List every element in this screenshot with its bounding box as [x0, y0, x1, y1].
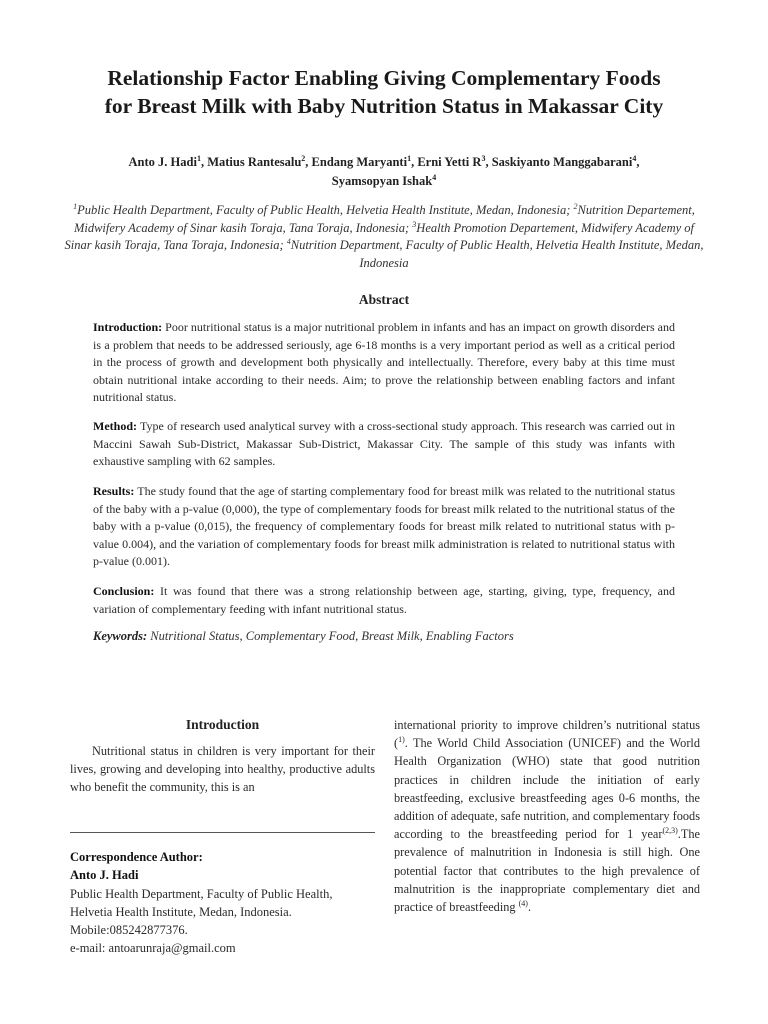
abstract-introduction [93, 319, 675, 407]
affiliation-text: Nutrition Departement, Midwifery Academy of Sinar kasih Toraja, Tana Toraja, Indonesia; [73, 203, 695, 235]
author: Matius Rantesalu$^2$, [207, 153, 312, 169]
citation-ref: 1) [398, 735, 405, 745]
abstract-results-text: The study found that the age of starting complementary food for breast milk was related to the nutritional status of the baby with a p-value (0,000), the type of complementary foods for breast milk related to the nutritional status of the baby with a p-value (0,015), the frequency of complementary foods for breast milk related to nutritional status with p-value 0.004), and the variation of complementary foods for breast milk administration is related to nutritional status with p-value (0.001). [93, 484, 675, 569]
keywords-text: Nutritional Status, Complementary Food, Breast Milk, Enabling Factors [147, 629, 514, 643]
affiliation-text: Health Promotion Departement, Midwifery Academy of Sinar kasih Toraja, Tana Toraja, Indonesia; [64, 220, 695, 252]
footnote-divider [70, 832, 375, 833]
abstract-introduction-text: Poor nutritional status is a major nutritional problem in infants and has an impact on growth disorders and is a problem that needs to be addressed seriously, age 6-18 months is a very important period as well as a critical period in the process of growth and development both physically and intellectually. Therefore, every baby at this time must obtain nutritional intake according to their needs. Aim; to prove the relationship between enabling factors and infant nutritional status. [93, 320, 675, 405]
abstract-results [93, 483, 675, 571]
abstract-introduction-label: Introduction: [93, 320, 163, 334]
author: Endang Maryanti$^1$, [311, 153, 418, 169]
author: Syamsopyan Ishak$^4$ [331, 172, 437, 188]
correspondence-block [70, 848, 380, 958]
abstract-method-label: Method: [93, 419, 137, 433]
correspondence-label: Correspondence Author: [70, 850, 203, 864]
affiliation-marker: 3 [412, 219, 417, 229]
affiliation-marker: 4 [286, 236, 291, 246]
title-line-2: for Breast Milk with Baby Nutrition Status in Makassar City [104, 94, 664, 118]
abstract-method-text: Type of research used analytical survey with a cross-sectional study approach. This research was carried out in Maccini Sawah Sub-District, Makassar Sub-District, Makassar City. The sample of this study was infants with exhaustive sampling with 62 samples. [93, 419, 675, 469]
correspondence-affiliation-1: Public Health Department, Faculty of Public Health, [70, 886, 333, 901]
affiliation-marker: 1 [73, 201, 78, 211]
correspondence-mobile: Mobile:085242877376. [70, 923, 188, 938]
author: Erni Yetti $R^3$, [417, 153, 492, 169]
affiliation-marker: 2 [573, 201, 578, 211]
abstract-heading: Abstract [358, 292, 410, 307]
introduction-heading: Introduction [185, 717, 260, 732]
author: Saskiyanto Manggabarani$^4$, [491, 153, 640, 169]
affiliation-text: Nutrition Department, Faculty of Public Health, Helvetia Health Institute, Medan, Indonesia [290, 238, 704, 270]
correspondence-email: e-mail: antoarunraja@gmail.com [70, 941, 236, 956]
correspondence-name: Anto J. Hadi [70, 868, 139, 883]
keywords-label: Keywords: [93, 629, 148, 643]
introduction-left-paragraph: Nutritional status in children is very important for their lives, growing and developing into healthy, productive adults who benefit the community, this is an [70, 744, 375, 795]
abstract-results-label: Results: [93, 484, 135, 498]
citation-ref: (4) [518, 898, 528, 908]
title-line-1: Relationship Factor Enabling Giving Complementary Foods [107, 66, 661, 90]
paper-title [40, 64, 728, 120]
correspondence-affiliation-2: Helvetia Health Institute, Medan, Indonesia. [70, 904, 292, 919]
abstract-conclusion [93, 583, 675, 618]
introduction-right-paragraph: international priority to improve children’s nutritional status ($^{1)}$. The World Child Association (UNICEF) and the World Health Organization (WHO) state that good nutrition practices in children include the initiation of early breastfeeding, exclusive breastfeeding ages 0-6 months, the addition of adequate, safe nutrition, and complementary foods according to the breastfeeding period for 1 year$^{(2,3)}$.The prevalence of malnutrition in Indonesia is still high. One potential factor that contributes to the high prevalence of malnutrition is the inappropriate complementary diet and practice of breastfeeding $^{(4)}$. [394, 718, 700, 915]
author: Anto J. Hadi$^1$, [128, 153, 208, 169]
keywords [93, 629, 675, 644]
affiliation-text: Public Health Department, Faculty of Public Health, Helvetia Health Institute, Medan, Indonesia; [77, 203, 574, 217]
abstract-method [93, 418, 675, 471]
author-list [70, 153, 698, 191]
abstract-conclusion-label: Conclusion: [93, 584, 155, 598]
affiliations [60, 202, 708, 272]
abstract-conclusion-text: It was found that there was a strong relationship between age, starting, giving, type, frequency, and variation of complementary feeding with infant nutritional status. [93, 584, 675, 616]
citation-ref: (2,3) [662, 826, 678, 836]
